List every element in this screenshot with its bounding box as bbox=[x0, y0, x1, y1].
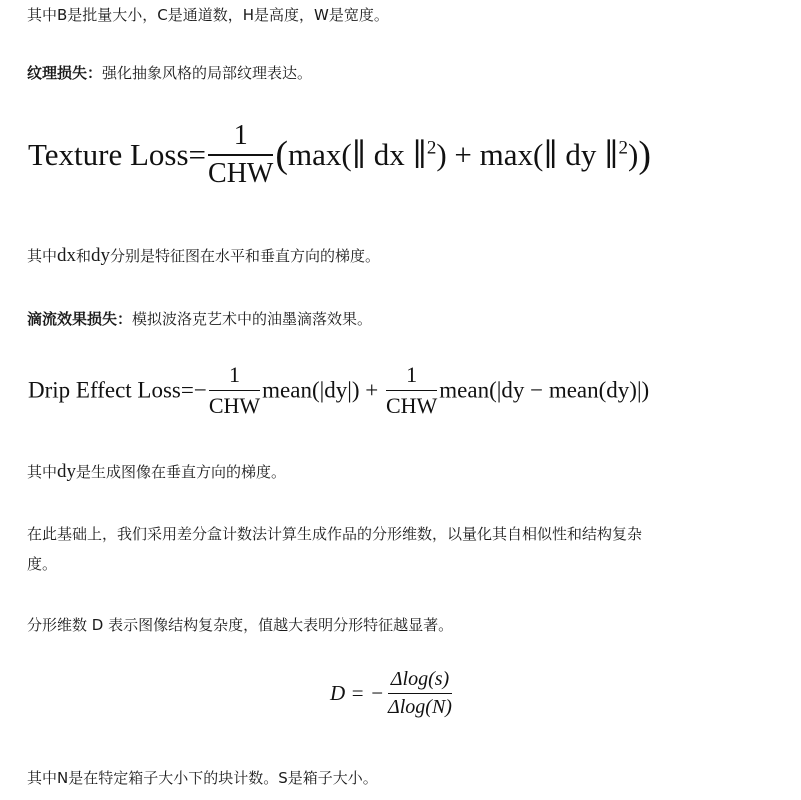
dx-symbol: dx bbox=[57, 245, 77, 266]
drip-loss-heading: 滴流效果损失： bbox=[27, 310, 133, 328]
dy-symbol-2: dy bbox=[57, 461, 77, 482]
fractal-numerator: Δlog(s) bbox=[390, 668, 450, 690]
paragraph-box-counting-line1: 在此基础上，我们采用差分盒计数法计算生成作品的分形维数，以量化其自相似性和结构复杂 bbox=[27, 525, 643, 543]
texture-loss-lhs: Texture Loss= bbox=[28, 137, 207, 172]
drip-loss-description: 模拟波洛克艺术中的油墨滴落效果。 bbox=[132, 310, 373, 328]
paragraph-gradient-note: 其中dx和dy分别是特征图在水平和垂直方向的梯度。 bbox=[27, 245, 381, 266]
drip-loss-fraction-2: $\frac{1}{\text{CHW}}$ bbox=[385, 362, 438, 418]
texture-loss-denominator: CHW bbox=[208, 158, 274, 189]
fractal-fraction bbox=[388, 668, 452, 719]
paragraph-dy-note: 其中dy是生成图像在垂直方向的梯度。 bbox=[27, 461, 287, 482]
equation-texture-loss bbox=[28, 120, 651, 190]
drip-loss-tail-term: mean(|dy − mean(dy)|) bbox=[439, 377, 650, 403]
paragraph-texture-loss bbox=[27, 58, 312, 88]
texture-loss-fraction bbox=[208, 120, 273, 190]
fractal-lhs: D = − bbox=[330, 681, 385, 705]
drip-loss-fraction-1: $\frac{1}{\text{CHW}}$ bbox=[208, 362, 261, 418]
paragraph-box-count-note: 其中N是在特定箱子大小下的块计数。S是箱子大小。 bbox=[27, 769, 378, 787]
texture-loss-open-paren: ( bbox=[275, 134, 289, 176]
paragraph-box-counting-line2: 度。 bbox=[27, 555, 58, 573]
paragraph-batch-dims: 其中B是批量大小，C是通道数，H是高度，W是宽度。 bbox=[27, 6, 389, 24]
dy-symbol: dy bbox=[91, 245, 111, 266]
texture-loss-numerator: 1 bbox=[233, 120, 248, 151]
drip-loss-lhs: Drip Effect Loss=− bbox=[28, 377, 207, 403]
equation-drip-loss bbox=[28, 362, 649, 419]
texture-loss-heading: 纹理损失： bbox=[27, 64, 103, 82]
paragraph-fractal-dimension: 分形维数 D 表示图像结构复杂度，值越大表明分形特征越显著。 bbox=[27, 616, 454, 634]
paragraph-drip-loss bbox=[27, 304, 372, 334]
texture-loss-description: 强化抽象风格的局部纹理表达。 bbox=[102, 64, 313, 82]
texture-loss-body: max(∥ dx ∥$^2$) + max(∥ dy ∥$^2$) bbox=[288, 137, 639, 172]
fractal-denominator: Δlog(N) bbox=[388, 696, 452, 718]
texture-loss-close-paren: ) bbox=[638, 134, 651, 176]
equation-fractal-dimension bbox=[330, 668, 452, 719]
drip-loss-mean-term: mean(|dy|) + bbox=[262, 377, 379, 403]
